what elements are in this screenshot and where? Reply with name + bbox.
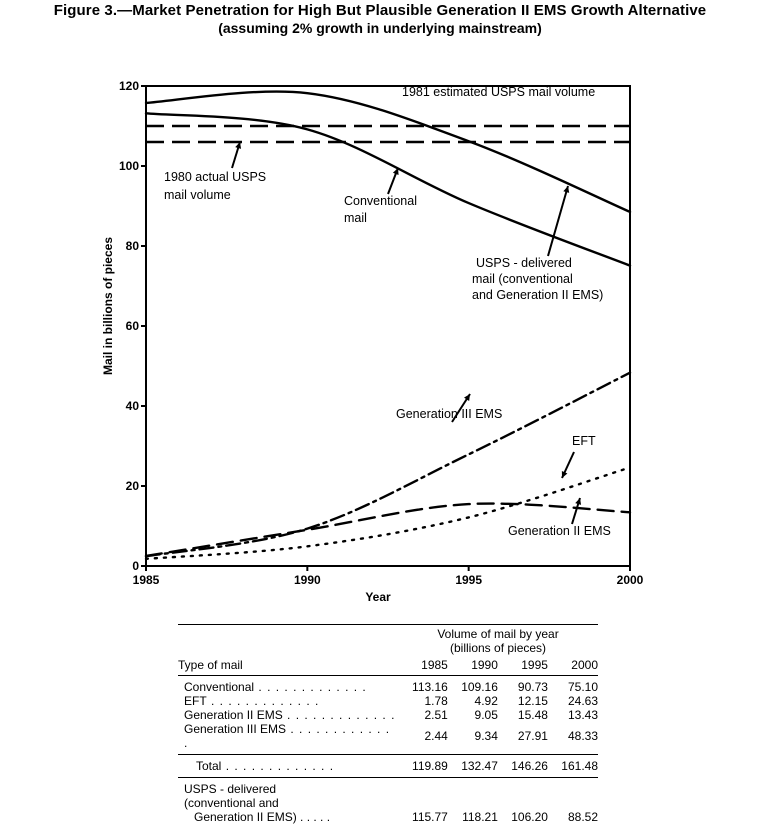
row-label: EFT [184,694,207,708]
annotation-arrow [548,186,568,256]
usps-label-line2: (conventional and [184,796,279,810]
x-axis-label: Year [365,590,391,604]
table-header-line1: Volume of mail by year [437,627,559,641]
x-tick-label: 1990 [293,573,321,587]
y-tick-label: 40 [125,399,139,413]
table-usps-row [178,778,598,827]
y-tick-label: 0 [132,559,139,573]
x-tick-label: 1995 [455,573,483,587]
table-row [178,694,598,708]
figure-title: Figure 3.—Market Penetration for High But Plausible Generation II EMS Growth Alternative [53,2,707,19]
table-cell: 9.05 [474,708,498,722]
row-label: Generation III EMS [184,722,287,736]
table-cell: 27.91 [517,729,548,743]
table-row [178,708,598,722]
annotation-label: mail (conventional [472,272,573,286]
annotation-label: 1981 estimated USPS mail volume [402,85,596,99]
y-tick-label: 120 [118,79,139,93]
y-tick-label: 60 [125,319,139,333]
total-label: Total [196,759,222,773]
x-tick-label: 1985 [132,573,160,587]
type-column-header: Type of mail [178,655,398,676]
annotation-label: and Generation II EMS) [472,288,604,302]
annotation-label: EFT [572,434,596,448]
table-cell: 161.48 [548,755,598,778]
table-cell: 132.47 [448,755,498,778]
chart-area [0,60,760,620]
table-cell: 75.10 [567,680,598,694]
table-cell: 109.16 [461,680,498,694]
table-header-row [178,655,598,676]
table-header-volume [398,625,598,655]
y-tick-label: 80 [125,239,139,253]
table-cell: 1.78 [424,694,448,708]
year-header: 1985 [398,655,448,676]
table-cell: 88.52 [548,778,598,827]
y-axis-label: Mail in billions of pieces [101,236,115,376]
table-cell: 12.15 [517,694,548,708]
table-cell: 15.48 [517,708,548,722]
year-header: 1995 [498,655,548,676]
row-label: Conventional [184,680,255,694]
table-cell: 24.63 [567,694,598,708]
table-row [178,722,598,750]
annotation-label: Conventional [344,194,417,208]
annotation-label: mail volume [164,188,231,202]
table-total-row [178,755,598,778]
table-cell: 2.51 [424,708,448,722]
x-tick-label: 2000 [616,573,644,587]
annotation-label: mail [344,211,367,225]
table-row [178,680,598,694]
usps-label-line1: USPS - delivered [184,782,277,796]
table-cell: 2.44 [424,729,448,743]
table-cell: 90.73 [517,680,548,694]
table-cell: 9.34 [474,729,498,743]
annotation-label: Generation III EMS [396,407,503,421]
figure-subtitle: (assuming 2% growth in underlying mainstream) [218,20,542,36]
figure-title-block [0,2,760,36]
volume-table [178,624,598,826]
year-header: 2000 [548,655,598,676]
y-tick-label: 20 [125,479,139,493]
year-header: 1990 [448,655,498,676]
annotation-label: USPS - delivered [476,256,572,270]
mail-volume-table [178,625,598,826]
usps-label-line3: Generation II EMS) . . . . . [194,810,331,824]
table-cell: 113.16 [412,680,448,694]
row-label: Generation II EMS [184,708,283,722]
table-cell: 119.89 [398,755,448,778]
table-cell: 146.26 [498,755,548,778]
table-header-line2: (billions of pieces) [450,641,547,655]
table-cell: 4.92 [474,694,498,708]
annotation-label: Generation II EMS [508,524,611,538]
y-tick-label: 100 [118,159,139,173]
table-cell: 106.20 [498,778,548,827]
table-cell: 115.77 [398,778,448,827]
table-cell: 118.21 [448,778,498,827]
line-chart [0,60,760,620]
table-cell: 13.43 [567,708,598,722]
annotation-label: 1980 actual USPS [164,170,267,184]
table-cell: 48.33 [567,729,598,743]
